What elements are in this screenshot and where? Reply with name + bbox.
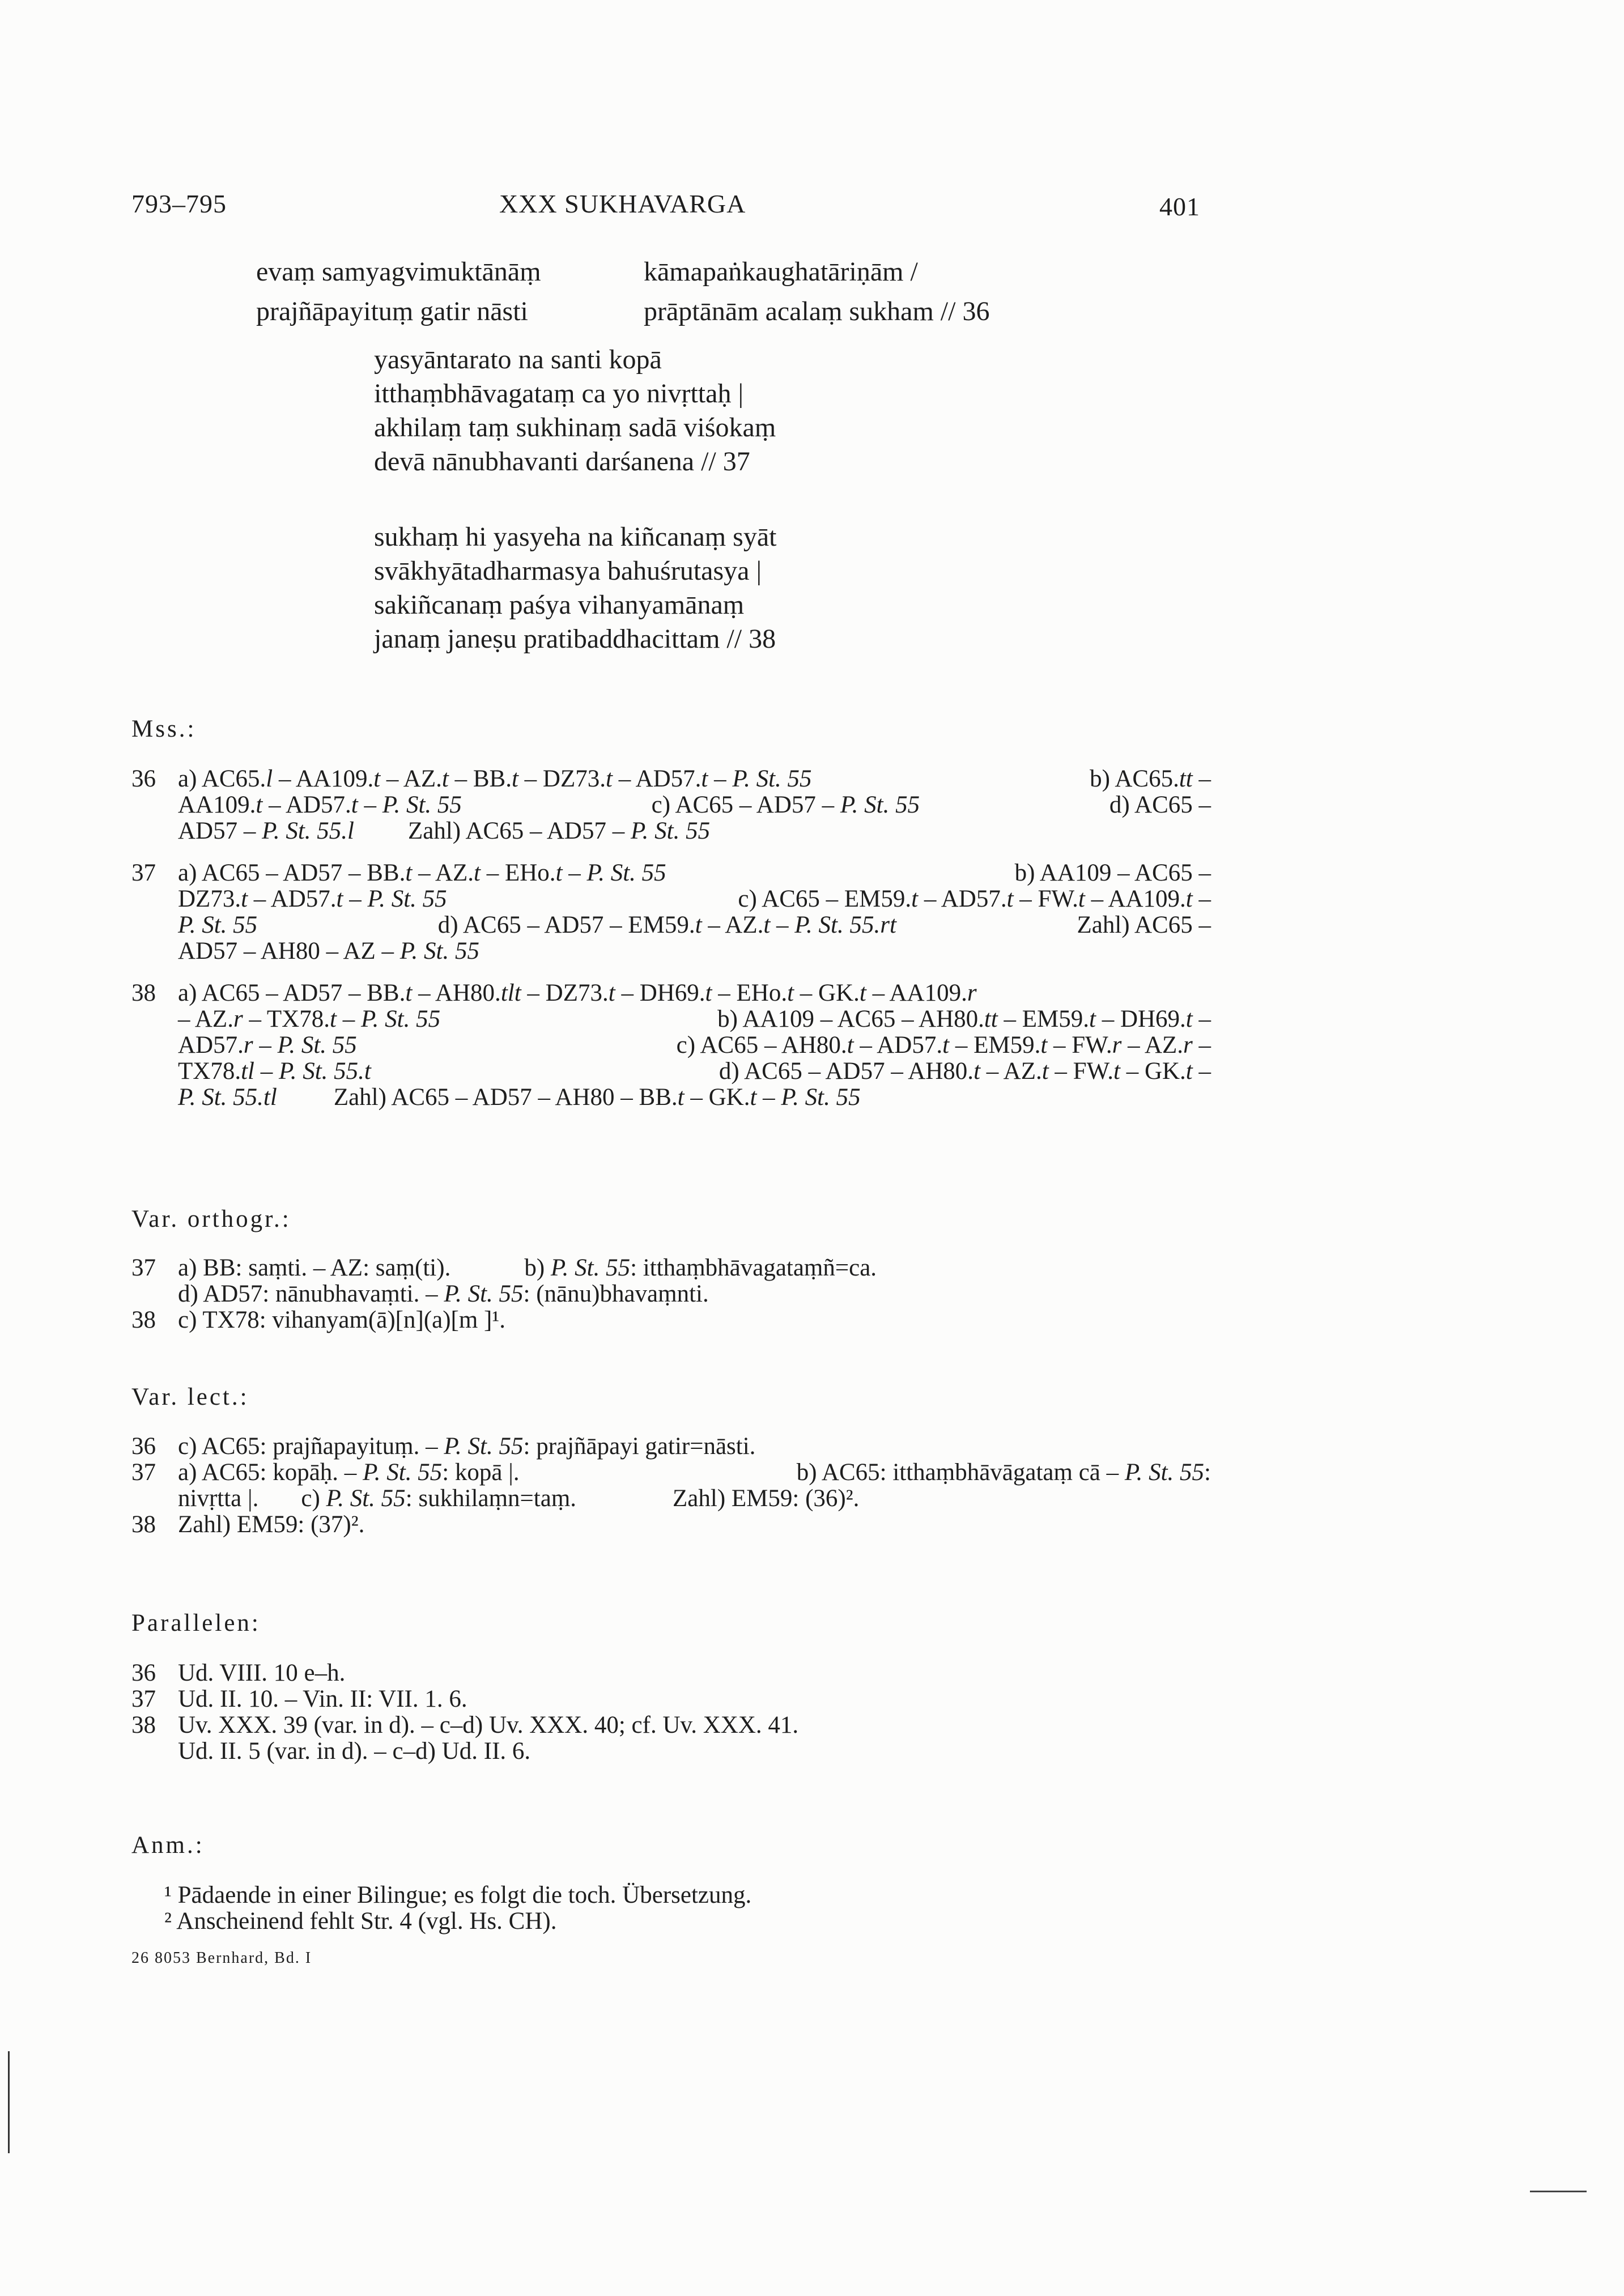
t: – (254, 1058, 279, 1085)
mss-36-line-1 (131, 766, 1211, 792)
mss-36-line-2 (131, 792, 1211, 818)
var-lect-block (131, 1434, 1211, 1538)
var-orth-38-line-1 (131, 1307, 1211, 1333)
t: – BB. (448, 766, 512, 792)
t: – (562, 860, 587, 886)
t: – (756, 1084, 781, 1111)
verse-37-line-2: itthaṃbhāvagataṃ ca yo nivṛttaḥ | (374, 379, 744, 409)
verse-38-line-4: janaṃ janeṣu pratibaddhacittam // 38 (374, 624, 776, 654)
t: Ud. II. 10. – Vin. II: VII. 1. 6. (178, 1686, 467, 1712)
t: t (256, 792, 263, 818)
t: – DH69. (1095, 1006, 1186, 1032)
var-lect-37-number: 37 (131, 1459, 156, 1486)
t: d) AC65 – AD57 – EM59. (437, 912, 695, 938)
corner-dash (1530, 2191, 1587, 2192)
t: – GK. (794, 980, 860, 1006)
t: t (1089, 1006, 1096, 1032)
t: b) AC65: itthaṃbhāvāgataṃ cā – (796, 1459, 1125, 1486)
t: – (253, 1032, 278, 1058)
var-orth-38-number: 38 (131, 1307, 156, 1333)
section-label-parallelen: Parallelen: (131, 1610, 261, 1636)
t: P. St. 55 (781, 1084, 861, 1111)
t: P. St. 55 (326, 1485, 406, 1512)
t: P. St. 55.tl (178, 1084, 277, 1111)
t: – FW. (1048, 1058, 1113, 1085)
verse-36-line-2a: prajñāpayituṃ gatir nāsti (256, 296, 528, 326)
t: – AD57. (918, 886, 1007, 912)
t: a) AC65. (178, 766, 266, 792)
var-lect-37-line-2 (131, 1486, 1211, 1512)
t: – (1192, 1006, 1211, 1032)
t: d) AD57: nānubhavaṃti. – (178, 1281, 444, 1307)
t: a) AC65 – AD57 – BB. (178, 980, 406, 1006)
t: – AA109. (273, 766, 374, 792)
mss-37-number: 37 (131, 860, 156, 886)
mss-37-line-3 (131, 912, 1211, 938)
parallelen-block (131, 1660, 1211, 1764)
section-label-mss: Mss.: (131, 716, 197, 742)
t: : (nānu)bhavaṃnti. (523, 1281, 709, 1307)
t: t (441, 766, 449, 792)
t: c) TX78: vihanyam(ā)[n](a)[m ]¹. (178, 1307, 506, 1333)
t: – AD57. (262, 792, 351, 818)
t: – AZ. (380, 766, 442, 792)
t: – AD57. (248, 886, 337, 912)
t: t (942, 1032, 950, 1058)
parallel-38-line-1 (131, 1712, 1211, 1738)
t: – (358, 792, 382, 818)
t: P. St. 55 (1124, 1459, 1205, 1486)
anm-block (164, 1882, 1213, 1934)
t: P. St. 55 (732, 766, 812, 792)
t: P. St. 55 (363, 1459, 443, 1486)
var-lect-37-line-1 (131, 1460, 1211, 1486)
mss-36-number: 36 (131, 766, 156, 792)
t: Ud. VIII. 10 e–h. (178, 1660, 346, 1686)
t: AD57. (178, 1032, 244, 1058)
t: r (243, 1032, 253, 1058)
t: t (1185, 1006, 1193, 1032)
t: – GK. (1120, 1058, 1186, 1085)
t: t (1040, 1032, 1048, 1058)
t: – AZ. (702, 912, 764, 938)
t: Zahl) AC65 – (1077, 912, 1211, 938)
t: t (705, 980, 712, 1006)
var-orthogr-block (131, 1255, 1211, 1333)
t: – DZ73. (518, 766, 606, 792)
t: t (1006, 886, 1014, 912)
t: – (1192, 886, 1211, 912)
section-label-var-lect: Var. lect.: (131, 1384, 249, 1410)
parallel-38-line-2 (131, 1738, 1211, 1764)
var-orth-37-number: 37 (131, 1255, 156, 1281)
t: P. St. 55.t (278, 1058, 371, 1085)
t: – AZ. (412, 860, 474, 886)
t: d) AC65 – (1109, 792, 1211, 818)
mss-36-line-3 (131, 818, 1211, 844)
t: t (750, 1084, 757, 1111)
verse-38-line-1: sukhaṃ hi yasyeha na kiñcanaṃ syāt (374, 522, 777, 552)
var-lect-36-line-1 (131, 1434, 1211, 1460)
t: a) AC65: kopāḥ. – (178, 1459, 363, 1486)
t: b) (524, 1255, 551, 1281)
t: P. St. 55 (360, 1006, 441, 1032)
t: Uv. XXX. 39 (var. in d). – c–d) Uv. XXX. 40; cf. Uv. XXX. 41. (178, 1712, 799, 1738)
header-page-number: 401 (1159, 192, 1200, 221)
t: t (608, 980, 615, 1006)
verse-36-line-1b: kāmapaṅkaughatāriṇām / (644, 257, 918, 287)
t: t (605, 766, 613, 792)
t: t (701, 766, 708, 792)
t: l (266, 766, 273, 792)
t: – (708, 766, 733, 792)
verse-36 (256, 255, 1219, 329)
t: t (1185, 886, 1193, 912)
mss-37-line-1 (131, 860, 1211, 886)
t: t (329, 1006, 337, 1032)
parallel-37 (131, 1686, 1211, 1712)
t: t (511, 766, 518, 792)
t: P. St. 55.rt (794, 912, 896, 938)
t: – (343, 886, 368, 912)
t: t (351, 792, 358, 818)
left-margin-rule (8, 2051, 10, 2153)
verse-37-line-4: devā nānubhavanti darśanena // 37 (374, 447, 750, 477)
t: b) AA109 – AC65 – AH80. (717, 1006, 984, 1032)
mss-38-line-3 (131, 1032, 1211, 1058)
var-lect-36-number: 36 (131, 1433, 156, 1460)
t: t (847, 1032, 854, 1058)
t: – AH80. (412, 980, 501, 1006)
t: c) AC65 – EM59. (738, 886, 912, 912)
t: Zahl) AC65 – AD57 – AH80 – BB. (333, 1084, 678, 1111)
t: – EHo. (712, 980, 788, 1006)
t: – FW. (1013, 886, 1078, 912)
t: P. St. 55 (277, 1032, 357, 1058)
t: – (336, 1006, 361, 1032)
mss-38-line-5 (131, 1085, 1211, 1111)
var-orth-37-line-1 (131, 1255, 1211, 1281)
t: t (474, 860, 481, 886)
section-label-anm: Anm.: (131, 1832, 205, 1859)
verse-37 (374, 343, 776, 479)
t: t (677, 1084, 685, 1111)
verse-37-line-3: akhilaṃ taṃ sukhinaṃ sadā viśokaṃ (374, 413, 776, 443)
t: – AZ. (980, 1058, 1042, 1085)
t: – FW. (1047, 1032, 1112, 1058)
t: – DZ73. (521, 980, 609, 1006)
t: d) AC65 – AD57 – AH80. (719, 1058, 974, 1085)
var-orth-37-line-2 (131, 1281, 1211, 1307)
t: – (1192, 1058, 1211, 1085)
t: a) BB: saṃti. – AZ: saṃ(ti). (178, 1255, 451, 1281)
mss-38-number: 38 (131, 980, 156, 1006)
verse-38-line-3: sakiñcanaṃ paśya vihanyamānaṃ (374, 590, 745, 620)
t: – AZ. (1121, 1032, 1184, 1058)
t: P. St. 55 (630, 818, 711, 844)
t: Zahl) AC65 – AD57 – (407, 818, 631, 844)
mss-38-line-1 (131, 980, 1211, 1006)
t: r (1183, 1032, 1193, 1058)
t: P. St. 55 (367, 886, 447, 912)
t: t (695, 912, 702, 938)
t: t (787, 980, 794, 1006)
mss-38-line-4 (131, 1058, 1211, 1085)
mss-block (131, 766, 1211, 1111)
t: tl (241, 1058, 254, 1085)
t: – AD57. (612, 766, 702, 792)
t: – AA109. (1085, 886, 1186, 912)
t: t (973, 1058, 981, 1085)
t: – AA109. (866, 980, 967, 1006)
t: – EM59. (949, 1032, 1041, 1058)
verse-36-line-1a: evaṃ samyagvimuktānāṃ (256, 257, 541, 287)
verse-36-line-2b: prāptānām acalaṃ sukham // 36 (644, 296, 990, 326)
t: – EM59. (997, 1006, 1089, 1032)
header-page-range: 793–795 (131, 189, 227, 218)
t: : (1204, 1459, 1211, 1486)
t: tt (984, 1006, 998, 1032)
t: r (967, 980, 977, 1006)
t: tlt (500, 980, 521, 1006)
t: b) AC65. (1090, 766, 1179, 792)
t: AA109. (178, 792, 256, 818)
verse-38 (374, 520, 776, 656)
footer-signature: 26 8053 Bernhard, Bd. I (131, 1949, 312, 1967)
parallel-38-number: 38 (131, 1712, 156, 1738)
t: t (405, 860, 413, 886)
t: t (1185, 1058, 1193, 1085)
t: P. St. 55 (178, 912, 258, 938)
t: TX78. (178, 1058, 241, 1085)
t: t (1078, 886, 1085, 912)
t: t (1041, 1058, 1049, 1085)
t: Zahl) EM59: (36)². (673, 1485, 860, 1512)
header-chapter-title: XXX SUKHAVARGA (499, 189, 746, 218)
t: P. St. 55 (444, 1433, 524, 1460)
t: – EHo. (480, 860, 556, 886)
t: t (1113, 1058, 1120, 1085)
footnote-1: ¹ Pādaende in einer Bilingue; es folgt die toch. Übersetzung. (164, 1882, 752, 1908)
t: AD57 – AH80 – AZ – (178, 938, 400, 964)
parallel-36 (131, 1660, 1211, 1686)
t: Ud. II. 5 (var. in d). – c–d) Ud. II. 6. (178, 1738, 531, 1764)
t: t (336, 886, 343, 912)
t: c) (301, 1485, 326, 1512)
t: Zahl) EM59: (37)². (178, 1511, 365, 1538)
t: – (1192, 766, 1211, 792)
parallel-37-number: 37 (131, 1686, 156, 1712)
t: b) AA109 – AC65 – (1014, 860, 1211, 886)
t: – (1192, 1032, 1211, 1058)
var-lect-38-line-1 (131, 1512, 1211, 1538)
t: c) AC65 – AH80. (676, 1032, 847, 1058)
var-lect-38-number: 38 (131, 1511, 156, 1538)
section-label-var-orthogr: Var. orthogr.: (131, 1206, 291, 1232)
t: – TX78. (243, 1006, 330, 1032)
t: nivṛtta |. (178, 1485, 259, 1512)
mss-37-line-2 (131, 886, 1211, 912)
t: P. St. 55 (399, 938, 479, 964)
t: P. St. 55 (840, 792, 920, 818)
t: r (233, 1006, 243, 1032)
t: c) AC65 – AD57 – (651, 792, 840, 818)
verse-38-line-2: svākhyātadharmasya bahuśrutasya | (374, 556, 762, 586)
t: – AD57. (853, 1032, 943, 1058)
parallel-36-number: 36 (131, 1660, 156, 1686)
footnote-2: ² Anscheinend fehlt Str. 4 (vgl. Hs. CH). (164, 1908, 557, 1934)
t: – GK. (684, 1084, 750, 1111)
t: DZ73. (178, 886, 241, 912)
t: – (770, 912, 795, 938)
t: a) AC65 – AD57 – BB. (178, 860, 406, 886)
t: P. St. 55 (382, 792, 462, 818)
t: : kopā |. (442, 1459, 520, 1486)
t: r (1112, 1032, 1122, 1058)
t: : itthaṃbhāvagataṃñ=ca. (630, 1255, 877, 1281)
t: P. St. 55 (586, 860, 666, 886)
mss-38-line-2 (131, 1006, 1211, 1032)
t: – DH69. (615, 980, 705, 1006)
t: t (763, 912, 771, 938)
t: – AZ. (178, 1006, 233, 1032)
t: t (241, 886, 248, 912)
t: t (373, 766, 381, 792)
t: t (555, 860, 563, 886)
t: t (859, 980, 866, 1006)
t: P. St. 55.l (262, 818, 354, 844)
t: t (911, 886, 919, 912)
t: P. St. 55 (444, 1281, 524, 1307)
t: c) AC65: prajñapayituṃ. – (178, 1433, 444, 1460)
t: : prajñāpayi gatir=nāsti. (523, 1433, 756, 1460)
mss-37-line-4 (131, 938, 1211, 964)
t: : sukhilaṃn=taṃ. (405, 1485, 577, 1512)
t: tt (1179, 766, 1193, 792)
t: P. St. 55 (550, 1255, 631, 1281)
t: AD57 – (178, 818, 262, 844)
t: t (405, 980, 413, 1006)
verse-37-line-1: yasyāntarato na santi kopā (374, 345, 662, 375)
